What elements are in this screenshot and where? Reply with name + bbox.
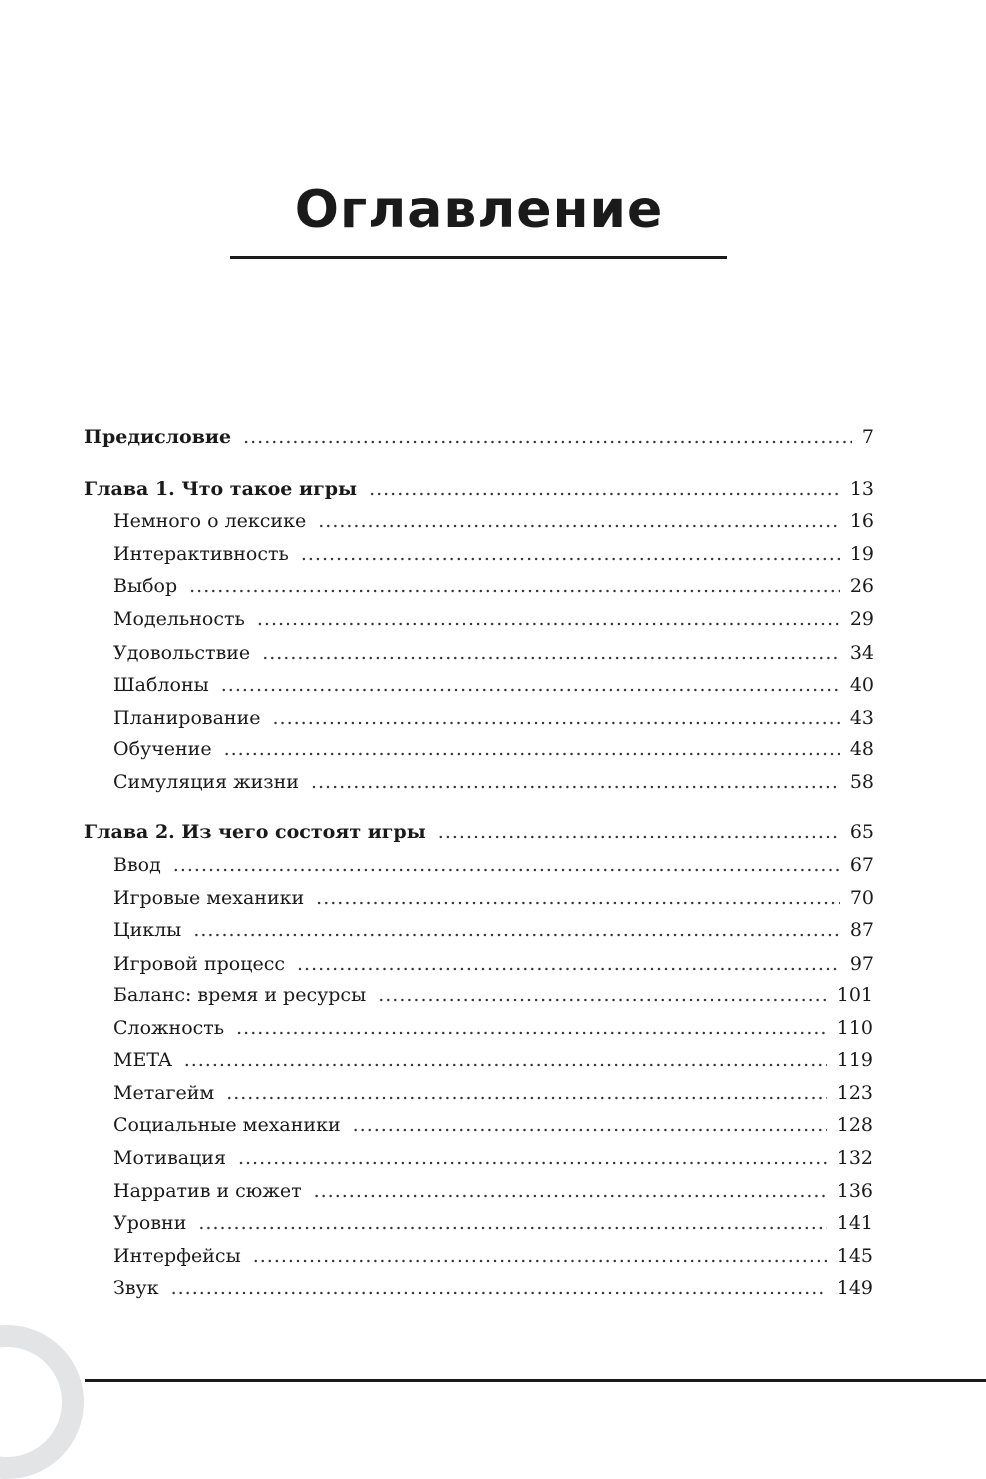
toc-entry-page: 34 xyxy=(849,642,874,664)
toc-entry-page: 141 xyxy=(836,1212,873,1234)
toc-entry-page: 149 xyxy=(836,1277,873,1299)
toc-entry[interactable] xyxy=(113,1014,873,1042)
dot-leader xyxy=(236,1014,827,1042)
toc-entry-title: Симуляция жизни xyxy=(113,771,299,793)
dot-leader xyxy=(369,475,840,503)
toc-entry-page: 136 xyxy=(836,1180,873,1202)
dot-leader xyxy=(221,671,840,699)
toc-entry-page: 58 xyxy=(849,771,874,793)
toc-entry[interactable] xyxy=(113,540,874,568)
toc-entry-page: 48 xyxy=(849,738,874,760)
toc-entry-page: 110 xyxy=(836,1017,873,1039)
toc-entry[interactable] xyxy=(113,1079,873,1107)
dot-leader xyxy=(253,1242,827,1270)
toc-entry[interactable] xyxy=(113,851,874,879)
toc-entry-title: Метагейм xyxy=(113,1082,215,1104)
dot-leader xyxy=(378,981,827,1009)
dot-leader xyxy=(257,605,840,633)
toc-entry[interactable] xyxy=(113,981,873,1009)
toc-entry-page: 16 xyxy=(849,510,874,532)
toc-entry[interactable] xyxy=(113,1177,873,1205)
toc-entry-title: Шаблоны xyxy=(113,674,209,696)
footer-rule xyxy=(85,1379,986,1382)
toc-entry-title: Интерфейсы xyxy=(113,1245,241,1267)
page-title: Оглавление xyxy=(294,180,664,240)
toc-entry-title: Удовольствие xyxy=(113,642,251,664)
toc-entry-page: 26 xyxy=(849,575,874,597)
toc-entry-title: Глава 1. Что такое игры xyxy=(84,478,358,500)
toc-entry[interactable] xyxy=(113,1242,873,1270)
toc-entry-page: 70 xyxy=(849,887,874,909)
toc-entry-title: Немного о лексике xyxy=(113,510,307,532)
toc-entry-title: Глава 2. Из чего состоят игры xyxy=(84,821,426,843)
toc-entry-title: Интерактивность xyxy=(113,543,289,565)
toc-entry[interactable] xyxy=(113,1274,873,1302)
dot-leader xyxy=(297,950,840,978)
toc-entry[interactable] xyxy=(113,671,874,699)
toc-entry-page: 87 xyxy=(849,919,874,941)
dot-leader xyxy=(262,639,840,667)
toc-entry[interactable] xyxy=(113,950,874,978)
toc-entry-title: Выбор xyxy=(113,575,178,597)
toc-entry[interactable] xyxy=(113,572,874,600)
toc-entry-page: 67 xyxy=(849,854,874,876)
dot-leader xyxy=(301,540,840,568)
toc-entry[interactable] xyxy=(84,818,874,846)
toc-entry-page: 128 xyxy=(836,1114,873,1136)
toc-entry[interactable] xyxy=(113,1209,873,1237)
toc-entry-page: 29 xyxy=(849,608,874,630)
toc-entry-title: Обучение xyxy=(113,738,212,760)
dot-leader xyxy=(238,1144,827,1172)
dot-leader xyxy=(224,735,840,763)
dot-leader xyxy=(353,1111,827,1139)
toc-entry-page: 43 xyxy=(849,707,874,729)
toc-entry-title: Модельность xyxy=(113,608,245,630)
toc-entry-title: Уровни xyxy=(113,1212,187,1234)
toc-entry[interactable] xyxy=(113,639,874,667)
toc-entry[interactable] xyxy=(113,884,874,912)
toc-entry[interactable] xyxy=(113,507,874,535)
toc-entry[interactable] xyxy=(113,916,874,944)
dot-leader xyxy=(316,884,840,912)
toc-entry-page: 65 xyxy=(849,821,874,843)
toc-entry[interactable] xyxy=(113,768,874,796)
toc-entry[interactable] xyxy=(113,605,874,633)
toc-entry-title: Игровые механики xyxy=(113,887,305,909)
dot-leader xyxy=(184,1046,827,1074)
dot-leader xyxy=(198,1209,826,1237)
dot-leader xyxy=(273,704,840,732)
toc-entry[interactable] xyxy=(84,423,874,451)
dot-leader xyxy=(243,423,852,451)
dot-leader xyxy=(438,818,840,846)
toc-entry[interactable] xyxy=(113,1046,873,1074)
title-underline xyxy=(230,256,727,259)
decorative-circle xyxy=(0,1325,84,1479)
toc-entry-title: Звук xyxy=(113,1277,159,1299)
toc-entry-title: Циклы xyxy=(113,919,182,941)
toc-entry-title: Мотивация xyxy=(113,1147,226,1169)
dot-leader xyxy=(318,507,840,535)
toc-entry-title: META xyxy=(113,1049,172,1071)
dot-leader xyxy=(173,851,840,879)
toc-entry-title: Предисловие xyxy=(84,426,232,448)
toc-entry[interactable] xyxy=(113,1144,873,1172)
toc-entry-page: 123 xyxy=(836,1082,873,1104)
toc-entry-page: 145 xyxy=(836,1245,873,1267)
toc-entry[interactable] xyxy=(113,1111,873,1139)
toc-entry[interactable] xyxy=(113,735,874,763)
toc-entry-page: 13 xyxy=(849,478,874,500)
dot-leader xyxy=(226,1079,827,1107)
toc-entry-title: Баланс: время и ресурсы xyxy=(113,984,367,1006)
toc-entry-page: 119 xyxy=(836,1049,873,1071)
dot-leader xyxy=(314,1177,827,1205)
toc-entry-page: 97 xyxy=(849,953,874,975)
toc-entry-page: 40 xyxy=(849,674,874,696)
toc-entry-page: 19 xyxy=(849,543,874,565)
dot-leader xyxy=(189,572,840,600)
dot-leader xyxy=(193,916,840,944)
dot-leader xyxy=(311,768,840,796)
toc-entry-page: 132 xyxy=(836,1147,873,1169)
toc-entry-title: Сложность xyxy=(113,1017,225,1039)
toc-entry-title: Ввод xyxy=(113,854,161,876)
toc-entry[interactable] xyxy=(84,475,874,503)
toc-entry-title: Планирование xyxy=(113,707,261,729)
toc-entry-title: Нарратив и сюжет xyxy=(113,1180,302,1202)
toc-entry-title: Игровой процесс xyxy=(113,953,285,975)
toc-entry-title: Социальные механики xyxy=(113,1114,341,1136)
toc-entry-page: 7 xyxy=(861,426,874,448)
dot-leader xyxy=(171,1274,827,1302)
toc-entry-page: 101 xyxy=(836,984,873,1006)
toc-entry[interactable] xyxy=(113,704,874,732)
